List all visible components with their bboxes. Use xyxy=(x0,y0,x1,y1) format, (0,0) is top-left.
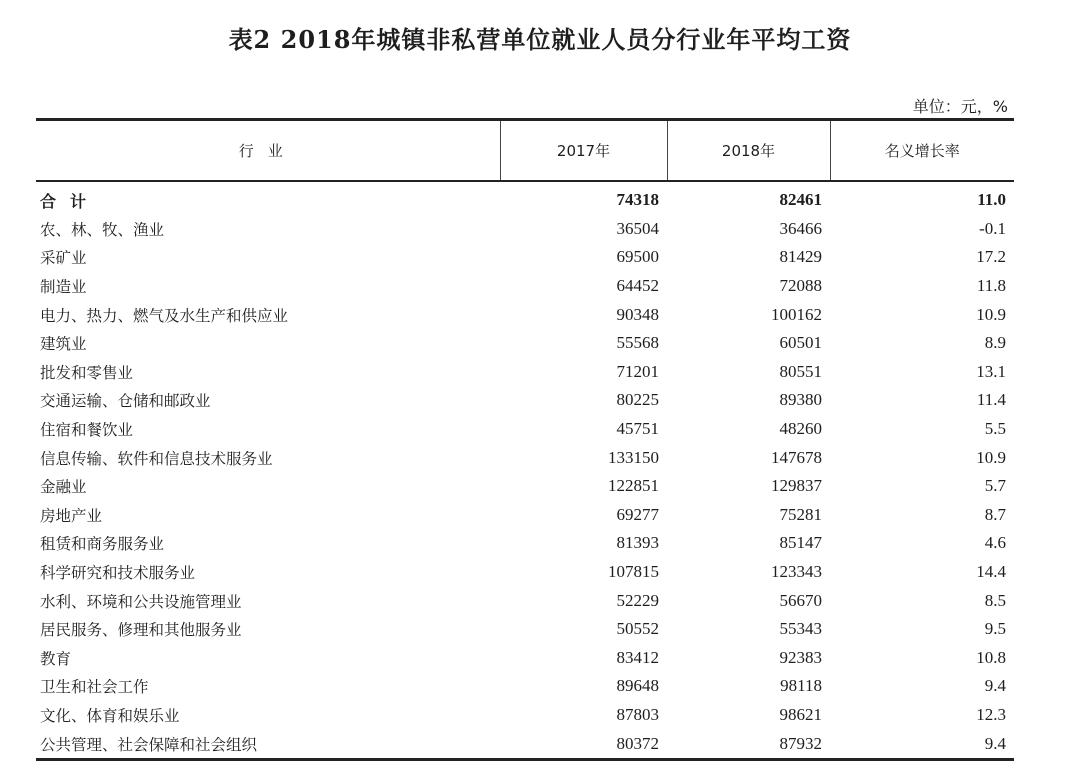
wage-2018-cell: 92383 xyxy=(779,647,822,667)
industry-cell: 房地产业 xyxy=(40,506,103,525)
wage-2018-cell: 100162 xyxy=(771,304,822,324)
wage-2018-cell: 60501 xyxy=(779,333,822,353)
table-row xyxy=(36,644,1014,673)
industry-cell: 租赁和商务服务业 xyxy=(40,535,165,554)
wage-2018-cell: 72088 xyxy=(779,276,822,296)
wage-2017-cell: 74318 xyxy=(616,190,659,210)
unit-note: 单位：元，% xyxy=(912,97,1008,116)
wage-2018-cell: 81429 xyxy=(779,247,822,267)
growth-rate-cell: 9.4 xyxy=(984,676,1006,696)
wage-2018-cell: 89380 xyxy=(779,390,822,410)
wage-2017-cell: 87803 xyxy=(616,704,659,724)
table-row xyxy=(36,272,1014,301)
industry-cell: 农、林、牧、渔业 xyxy=(40,220,165,239)
growth-rate-cell: 5.7 xyxy=(984,476,1006,496)
wage-2018-cell: 55343 xyxy=(779,619,822,639)
growth-rate-cell: 5.5 xyxy=(984,419,1006,439)
table-row xyxy=(36,586,1014,615)
growth-rate-cell: 11.0 xyxy=(977,190,1006,210)
growth-rate-cell: 9.4 xyxy=(984,733,1006,753)
wage-2018-cell: 123343 xyxy=(771,562,822,582)
wage-2017-cell: 52229 xyxy=(616,590,659,610)
table-row-total xyxy=(36,181,1014,215)
wage-2017-cell: 64452 xyxy=(616,276,659,296)
growth-rate-cell: 8.9 xyxy=(984,333,1006,353)
growth-rate-cell: 11.4 xyxy=(976,390,1006,410)
industry-cell: 交通运输、仓储和邮政业 xyxy=(40,392,211,411)
wage-2018-cell: 98118 xyxy=(780,676,822,696)
wage-2017-cell: 69277 xyxy=(616,504,659,524)
table-row xyxy=(36,472,1014,501)
wage-2017-cell: 107815 xyxy=(608,562,659,582)
wage-2017-cell: 36504 xyxy=(616,218,659,238)
table-row xyxy=(36,529,1014,558)
wage-table xyxy=(36,118,1014,761)
table-row xyxy=(36,443,1014,472)
wage-2017-cell: 122851 xyxy=(608,476,659,496)
industry-cell: 批发和零售业 xyxy=(40,363,134,382)
growth-rate-cell: 8.5 xyxy=(984,590,1006,610)
table-row xyxy=(36,329,1014,358)
wage-2018-cell: 129837 xyxy=(771,476,822,496)
table-body xyxy=(36,181,1014,759)
industry-cell: 住宿和餐饮业 xyxy=(40,421,134,440)
growth-rate-cell: -0.1 xyxy=(979,218,1006,238)
wage-2017-cell: 89648 xyxy=(616,676,659,696)
industry-cell: 信息传输、软件和信息技术服务业 xyxy=(40,449,273,468)
wage-2017-cell: 80225 xyxy=(616,390,659,410)
wage-2017-cell: 55568 xyxy=(616,333,659,353)
table-row xyxy=(36,386,1014,415)
wage-2018-cell: 82461 xyxy=(779,190,822,210)
table-row xyxy=(36,615,1014,644)
wage-2018-cell: 147678 xyxy=(771,447,822,467)
header-row xyxy=(36,120,1014,182)
table-row xyxy=(36,701,1014,730)
wage-2018-cell: 75281 xyxy=(779,504,822,524)
wage-2018-cell: 56670 xyxy=(779,590,822,610)
header-growth: 名义增长率 xyxy=(830,120,1014,182)
table-row xyxy=(36,501,1014,530)
industry-cell: 卫生和社会工作 xyxy=(40,678,149,697)
wage-2017-cell: 133150 xyxy=(608,447,659,467)
growth-rate-cell: 12.3 xyxy=(976,704,1006,724)
table-row xyxy=(36,558,1014,587)
industry-cell: 制造业 xyxy=(40,278,87,297)
growth-rate-cell: 14.4 xyxy=(976,562,1006,582)
wage-2018-cell: 98621 xyxy=(779,704,822,724)
table-row xyxy=(36,729,1014,759)
industry-cell: 科学研究和技术服务业 xyxy=(40,564,196,583)
industry-cell: 居民服务、修理和其他服务业 xyxy=(40,621,242,640)
table-row xyxy=(36,215,1014,244)
wage-2017-cell: 45751 xyxy=(616,419,659,439)
growth-rate-cell: 10.8 xyxy=(976,647,1006,667)
growth-rate-cell: 13.1 xyxy=(976,361,1006,381)
wage-2018-cell: 87932 xyxy=(779,733,822,753)
industry-cell: 文化、体育和娱乐业 xyxy=(40,706,180,725)
growth-rate-cell: 11.8 xyxy=(976,276,1006,296)
industry-cell: 合计 xyxy=(40,191,101,211)
growth-rate-cell: 4.6 xyxy=(984,533,1006,553)
wage-2017-cell: 71201 xyxy=(616,361,659,381)
page-title: 表2 2018年城镇非私营单位就业人员分行业年平均工资 xyxy=(228,25,852,54)
table-row xyxy=(36,243,1014,272)
wage-2017-cell: 80372 xyxy=(616,733,659,753)
wage-2018-cell: 36466 xyxy=(779,218,822,238)
table-row xyxy=(36,672,1014,701)
growth-rate-cell: 8.7 xyxy=(984,504,1006,524)
industry-cell: 采矿业 xyxy=(40,249,87,268)
table-row xyxy=(36,415,1014,444)
wage-2017-cell: 69500 xyxy=(616,247,659,267)
wage-2017-cell: 81393 xyxy=(616,533,659,553)
industry-cell: 电力、热力、燃气及水生产和供应业 xyxy=(40,306,289,325)
header-industry: 行业 xyxy=(36,120,500,182)
growth-rate-cell: 17.2 xyxy=(976,247,1006,267)
wage-2018-cell: 85147 xyxy=(779,533,822,553)
industry-cell: 金融业 xyxy=(40,478,87,497)
growth-rate-cell: 9.5 xyxy=(984,619,1006,639)
table-row xyxy=(36,358,1014,387)
industry-cell: 水利、环境和公共设施管理业 xyxy=(40,592,242,611)
header-2017: 2017年 xyxy=(500,120,667,182)
wage-2018-cell: 48260 xyxy=(779,419,822,439)
table-row xyxy=(36,300,1014,329)
wage-2018-cell: 80551 xyxy=(779,361,822,381)
wage-table-container xyxy=(36,118,1014,761)
industry-cell: 建筑业 xyxy=(40,335,87,354)
industry-cell: 公共管理、社会保障和社会组织 xyxy=(40,735,258,754)
wage-2017-cell: 83412 xyxy=(616,647,659,667)
growth-rate-cell: 10.9 xyxy=(976,304,1006,324)
table-header xyxy=(36,120,1014,182)
header-2018: 2018年 xyxy=(667,120,830,182)
growth-rate-cell: 10.9 xyxy=(976,447,1006,467)
industry-cell: 教育 xyxy=(40,649,72,668)
wage-2017-cell: 90348 xyxy=(616,304,659,324)
wage-2017-cell: 50552 xyxy=(616,619,659,639)
